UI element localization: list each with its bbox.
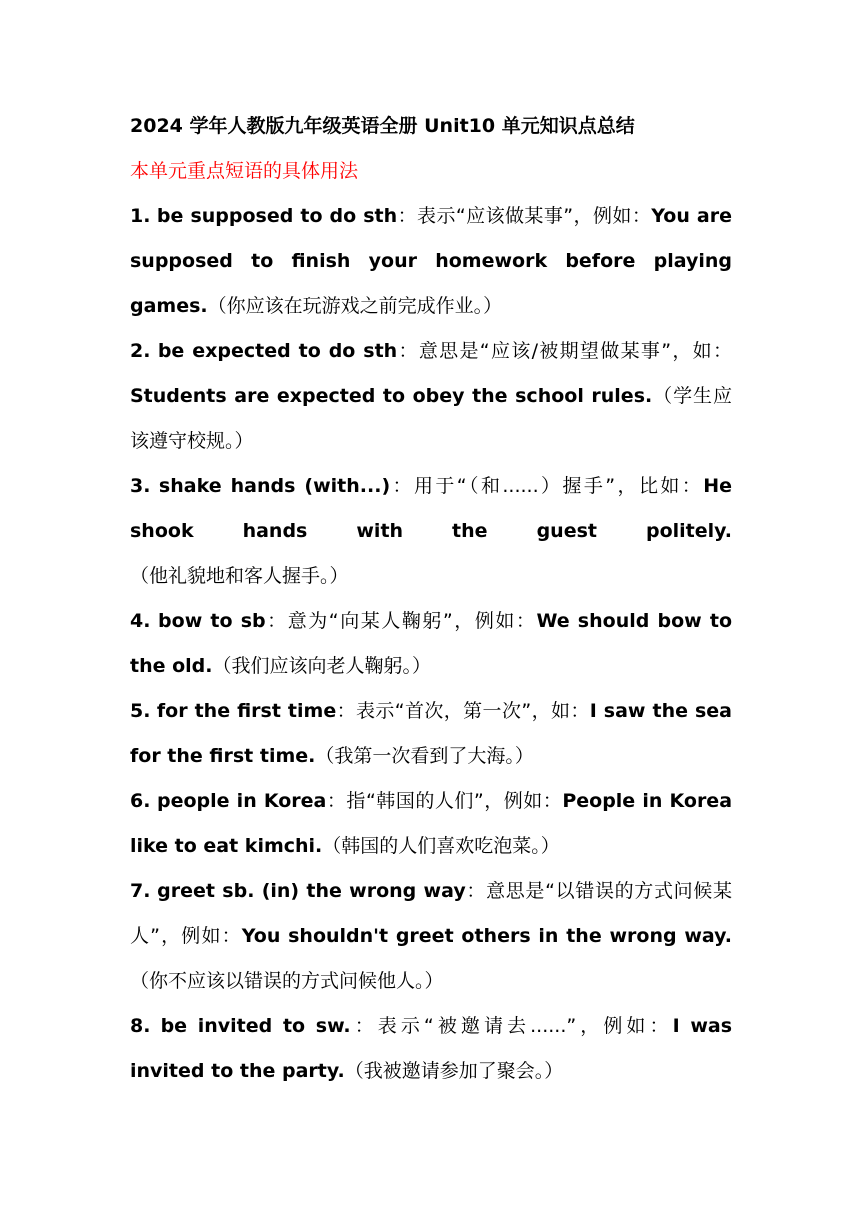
example-translation: （学生应该遵守校规。） (130, 385, 732, 452)
section-heading: 本单元重点短语的具体用法 (130, 160, 359, 182)
phrase-text: be expected to do sth (157, 340, 398, 362)
phrase-item-7 (130, 869, 732, 1004)
item-number: 7. (130, 880, 151, 902)
item-number: 2. (130, 340, 151, 362)
item-number: 1. (130, 205, 151, 227)
phrase-text: for the first time (156, 700, 337, 722)
phrase-text: bow to sb (158, 610, 266, 632)
phrase-meaning: ：意思是“以错误的方式问候某人”，例如： (130, 880, 732, 947)
phrase-meaning: ：表示“首次，第一次”，如： (336, 700, 590, 722)
example-translation: （你应该在玩游戏之前完成作业。） (207, 295, 503, 317)
phrase-meaning: ：表示“应该做某事”，例如： (397, 205, 652, 227)
phrase-text: shake hands (with...) (158, 475, 391, 497)
example-translation: （我被邀请参加了聚会。） (344, 1060, 564, 1082)
phrase-item-1 (130, 194, 732, 329)
document-page (130, 104, 732, 1094)
item-number: 8. (130, 1015, 151, 1037)
example-sentence: I was invited to the party. (130, 1015, 733, 1082)
item-number: 3. (130, 475, 151, 497)
example-translation: （韩国的人们喜欢吃泡菜。） (322, 835, 560, 857)
phrase-text: be invited to sw. (160, 1015, 351, 1037)
phrase-list (130, 194, 732, 1094)
phrase-meaning: ：表示“被邀请去......”，例如： (350, 1015, 673, 1037)
example-sentence: You shouldn't greet others in the wrong way. (241, 925, 732, 947)
phrase-text: greet sb. (in) the wrong way (157, 880, 466, 902)
example-sentence: Students are expected to obey the school rules. (130, 385, 653, 407)
document-title: 2024 学年人教版九年级英语全册 Unit10 单元知识点总结 (130, 115, 635, 137)
phrase-item-6 (130, 779, 732, 869)
item-number: 5. (130, 700, 151, 722)
phrase-meaning: ：指“韩国的人们”，例如： (326, 790, 563, 812)
phrase-meaning: ：意思是“应该/被期望做某事”，如： (397, 340, 732, 362)
phrase-item-2 (130, 329, 732, 464)
item-number: 6. (130, 790, 151, 812)
example-sentence: I saw the sea for the first time. (130, 700, 733, 767)
phrase-meaning: ：意为“向某人鞠躬”，例如： (265, 610, 537, 632)
example-translation: （我们应该向老人鞠躬。） (212, 655, 432, 677)
example-sentence: People in Korea like to eat kimchi. (130, 790, 733, 857)
example-sentence: We should bow to the old. (130, 610, 732, 677)
phrase-text: be supposed to do sth (156, 205, 398, 227)
example-translation: （你不应该以错误的方式问候他人。） (130, 970, 444, 992)
example-sentence: You are supposed to finish your homework before playing games. (130, 205, 732, 317)
example-translation: （我第一次看到了大海。） (315, 745, 534, 767)
phrase-item-3 (130, 464, 732, 599)
example-sentence: He shook hands with the guest politely. (130, 475, 732, 542)
phrase-meaning: ：用于“（和......）握手”，比如： (390, 475, 704, 497)
example-translation: （他礼貌地和客人握手。） (130, 565, 349, 587)
item-number: 4. (130, 610, 151, 632)
phrase-item-4 (130, 599, 732, 689)
phrase-text: people in Korea (157, 790, 327, 812)
phrase-item-5 (130, 689, 732, 779)
phrase-item-8 (130, 1004, 732, 1094)
